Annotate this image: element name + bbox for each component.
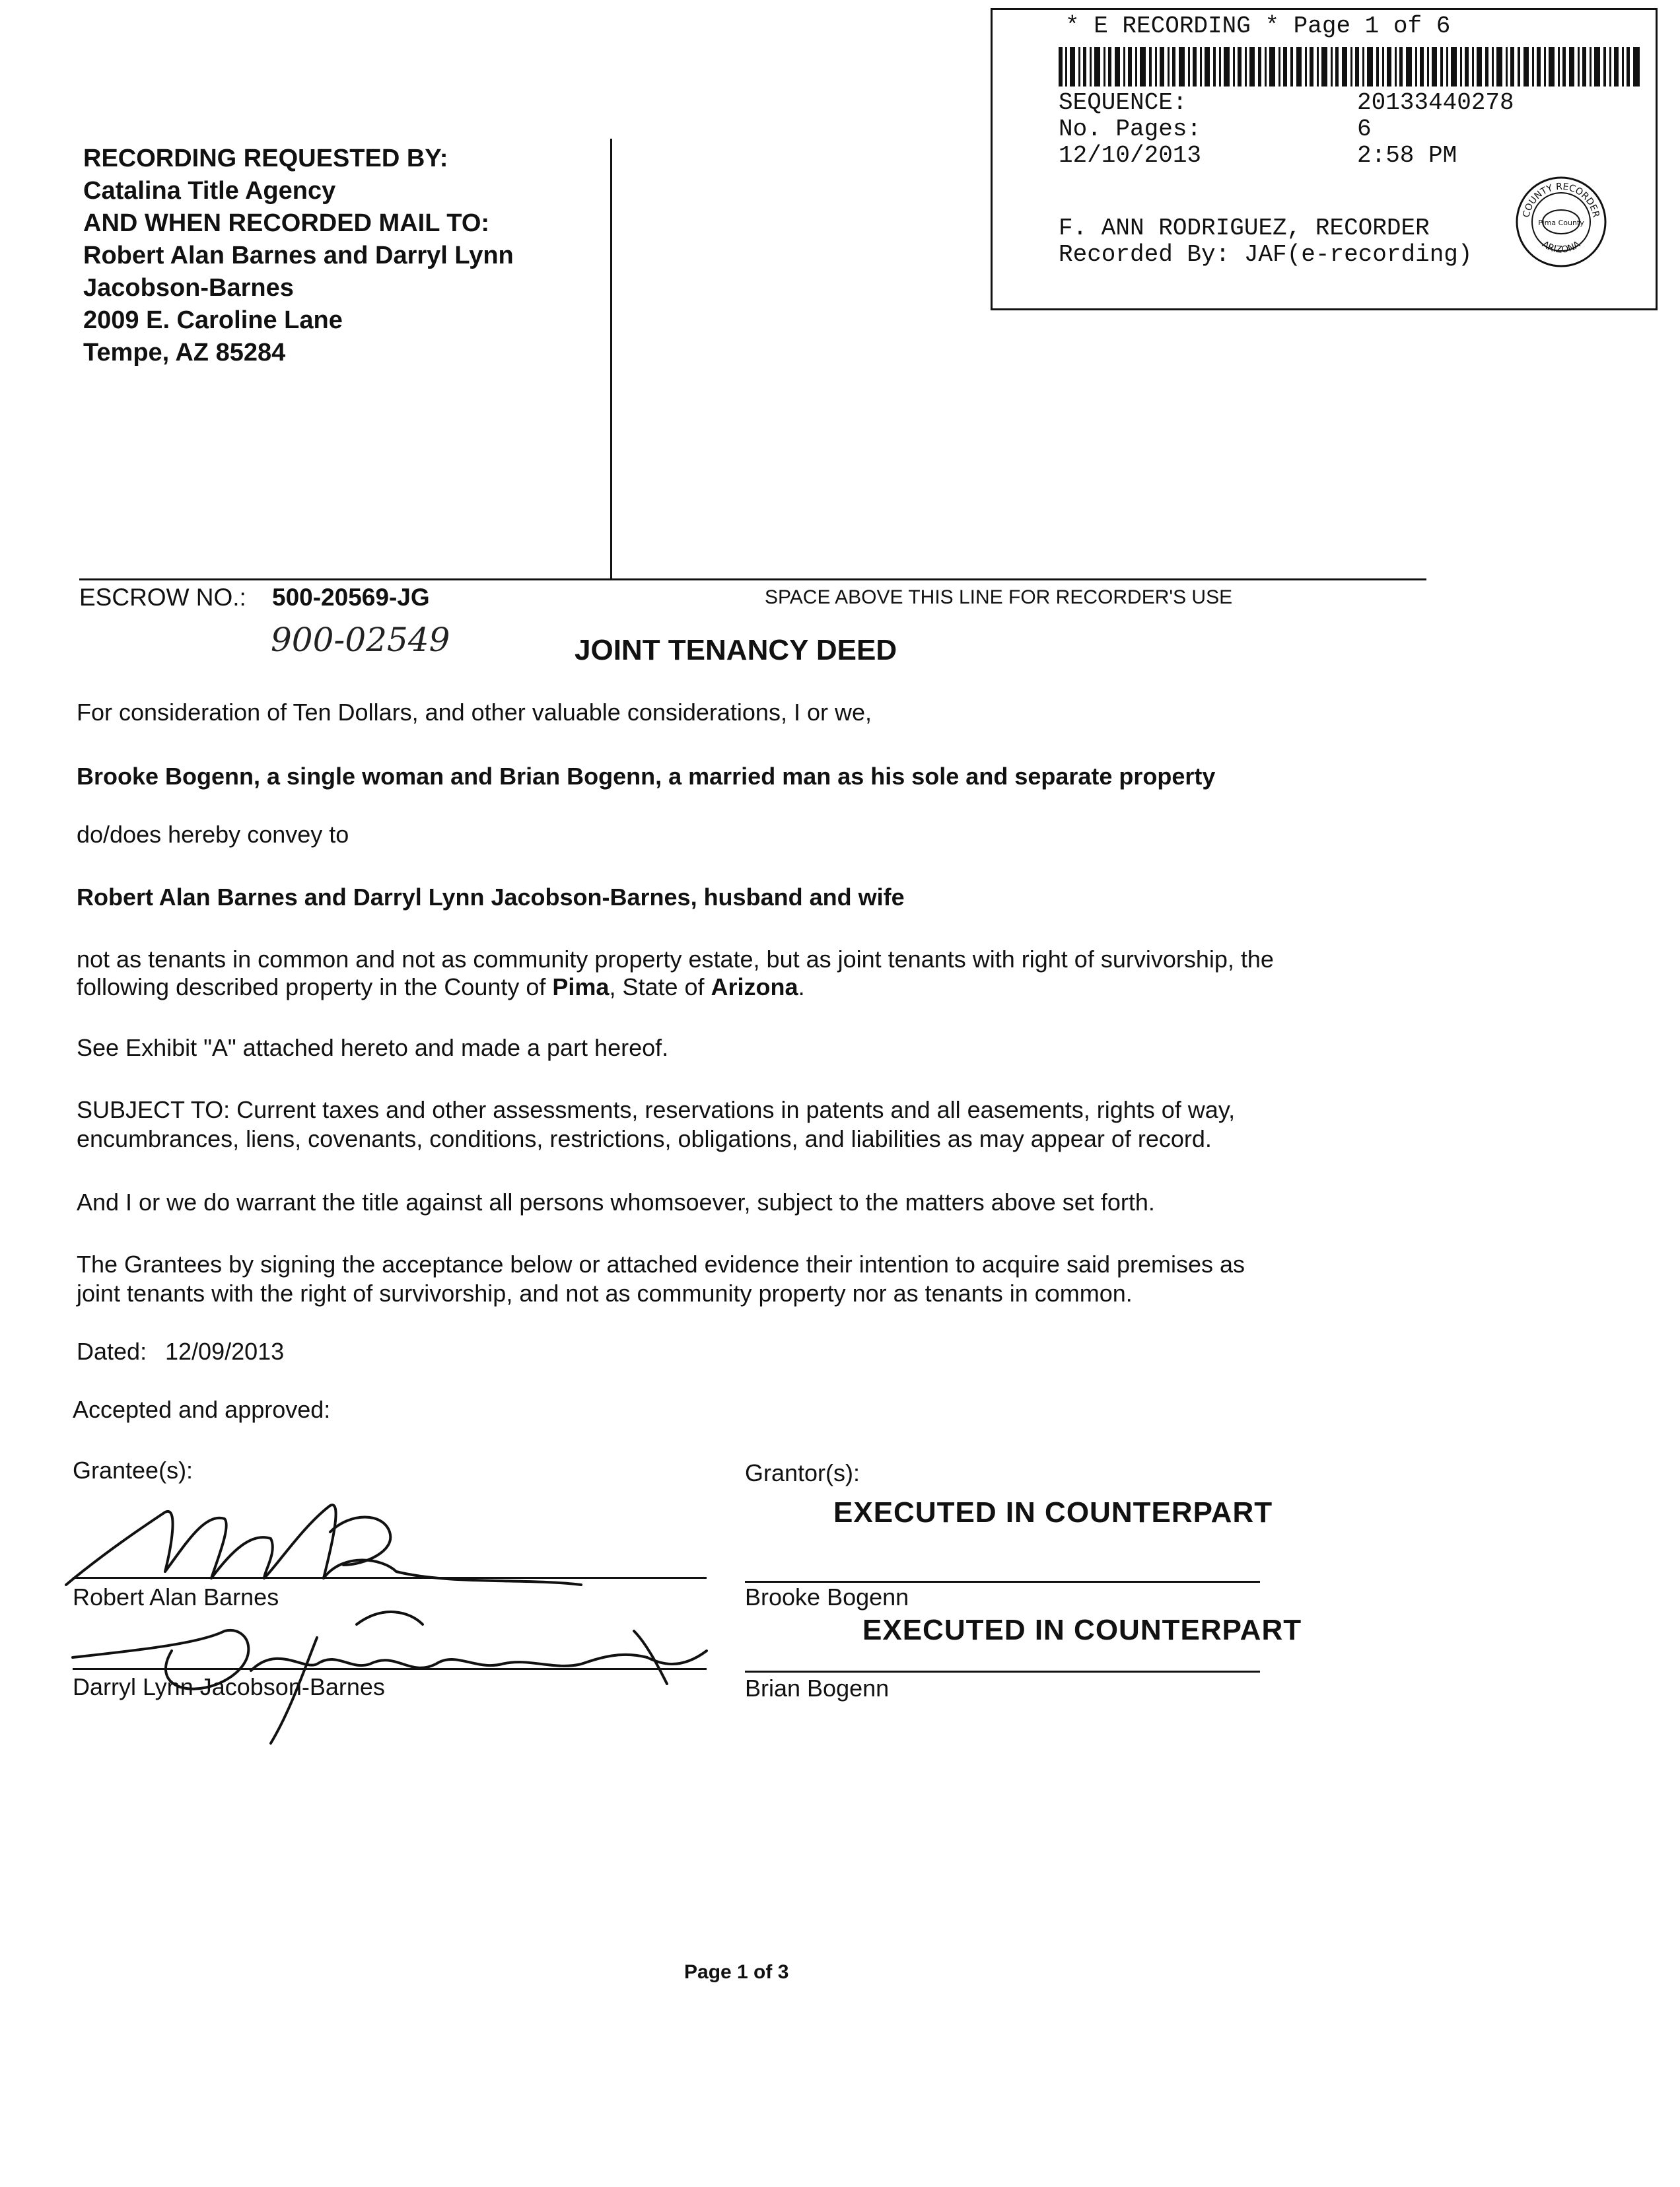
grantors-names: Brooke Bogenn, a single woman and Brian Bogenn, a married man as his sole and separate property — [77, 763, 1216, 790]
tenancy-line2-mid: , State of — [609, 973, 711, 1000]
page-number: Page 1 of 3 — [684, 1961, 789, 1983]
accepted-text: Accepted and approved: — [73, 1396, 331, 1423]
grantee1-name: Robert Alan Barnes — [73, 1583, 279, 1611]
subject-to-line1: SUBJECT TO: Current taxes and other assessments, reservations in patents and all easements, rights of way, — [77, 1096, 1236, 1123]
exhibit-reference: See Exhibit "A" attached hereto and made a part hereof. — [77, 1034, 669, 1061]
recorder-stamp — [991, 8, 1658, 310]
document-title: JOINT TENANCY DEED — [575, 634, 897, 666]
subject-to-line2: encumbrances, liens, covenants, conditions, restrictions, obligations, and liabilities as may appear of record. — [77, 1125, 1212, 1152]
grantor-label: Grantor(s): — [745, 1459, 860, 1486]
counterpart-stamp-1: EXECUTED IN COUNTERPART — [833, 1496, 1273, 1529]
grantee2-name: Darryl Lynn Jacobson-Barnes — [73, 1673, 385, 1700]
pages-value: 6 — [1357, 116, 1372, 143]
handwritten-signatures-icon — [53, 1473, 726, 1750]
tenancy-line2-pre: following described property in the County of — [77, 973, 553, 1000]
sequence-label: SEQUENCE: — [1059, 89, 1187, 116]
county-seal-icon — [1514, 175, 1608, 269]
mailing-line-mail-to: AND WHEN RECORDED MAIL TO: — [83, 209, 490, 237]
consideration-paragraph: For consideration of Ten Dollars, and other valuable considerations, I or we, — [77, 699, 872, 726]
tenancy-line2-post: . — [798, 973, 805, 1000]
barcode-icon — [1059, 47, 1640, 87]
dated-value: 12/09/2013 — [165, 1338, 285, 1365]
grantees-names: Robert Alan Barnes and Darryl Lynn Jacobson-Barnes, husband and wife — [77, 884, 905, 911]
grantee1-signature-line — [73, 1577, 707, 1579]
grantor2-name: Brian Bogenn — [745, 1675, 890, 1702]
grantor2-signature-line — [745, 1671, 1260, 1673]
convey-text: do/does hereby convey to — [77, 821, 349, 848]
mailing-block — [83, 143, 514, 369]
mailing-line-city: Tempe, AZ 85284 — [83, 339, 286, 366]
sequence-value: 20133440278 — [1357, 89, 1514, 116]
tenancy-line2 — [77, 973, 805, 1001]
tenancy-line1: not as tenants in common and not as community property estate, but as joint tenants with right of survivorship, the — [77, 946, 1274, 973]
vertical-divider — [610, 139, 612, 580]
recorder-space-divider — [79, 578, 1426, 580]
county-name: Pima — [552, 973, 610, 1000]
grantor1-name: Brooke Bogenn — [745, 1583, 909, 1611]
recording-time: 2:58 PM — [1357, 142, 1457, 169]
recorder-use-note: SPACE ABOVE THIS LINE FOR RECORDER'S USE — [765, 586, 1233, 608]
seal-center-text: Pima County — [1538, 219, 1584, 227]
warranty-text: And I or we do warrant the title against all persons whomsoever, subject to the matters above set forth. — [77, 1189, 1155, 1216]
stamp-header: * E RECORDING * Page 1 of 6 — [1065, 13, 1451, 40]
recording-date: 12/10/2013 — [1059, 142, 1202, 169]
pages-label: No. Pages: — [1059, 116, 1202, 143]
grantee-label: Grantee(s): — [73, 1457, 193, 1484]
counterpart-stamp-2: EXECUTED IN COUNTERPART — [862, 1614, 1302, 1646]
mailing-line-name1: Robert Alan Barnes and Darryl Lynn — [83, 242, 514, 269]
escrow-label: ESCROW NO.: — [79, 584, 246, 611]
recorded-by: Recorded By: JAF(e-recording) — [1059, 241, 1473, 268]
mailing-line-agency: Catalina Title Agency — [83, 177, 336, 205]
seal-bottom-text: ARIZONA — [1540, 239, 1582, 256]
seal-top-text: COUNTY RECORDER — [1521, 181, 1601, 219]
dated-label: Dated: — [77, 1338, 147, 1365]
handwritten-escrow: 900-02549 — [271, 621, 450, 659]
mailing-line-name2: Jacobson-Barnes — [83, 274, 294, 302]
grantees-intent-line2: joint tenants with the right of survivorship, and not as community property nor as tenants in common. — [77, 1280, 1133, 1307]
mailing-line-street: 2009 E. Caroline Lane — [83, 306, 343, 334]
recorder-name: F. ANN RODRIGUEZ, RECORDER — [1059, 215, 1430, 242]
escrow-number: 500-20569-JG — [272, 584, 430, 611]
grantor1-signature-line — [745, 1581, 1260, 1583]
state-name: Arizona — [711, 973, 798, 1000]
grantees-intent-line1: The Grantees by signing the acceptance below or attached evidence their intention to acquire said premises as — [77, 1251, 1245, 1278]
mailing-line-requested-by: RECORDING REQUESTED BY: — [83, 145, 448, 172]
grantee2-signature-line — [73, 1668, 707, 1670]
